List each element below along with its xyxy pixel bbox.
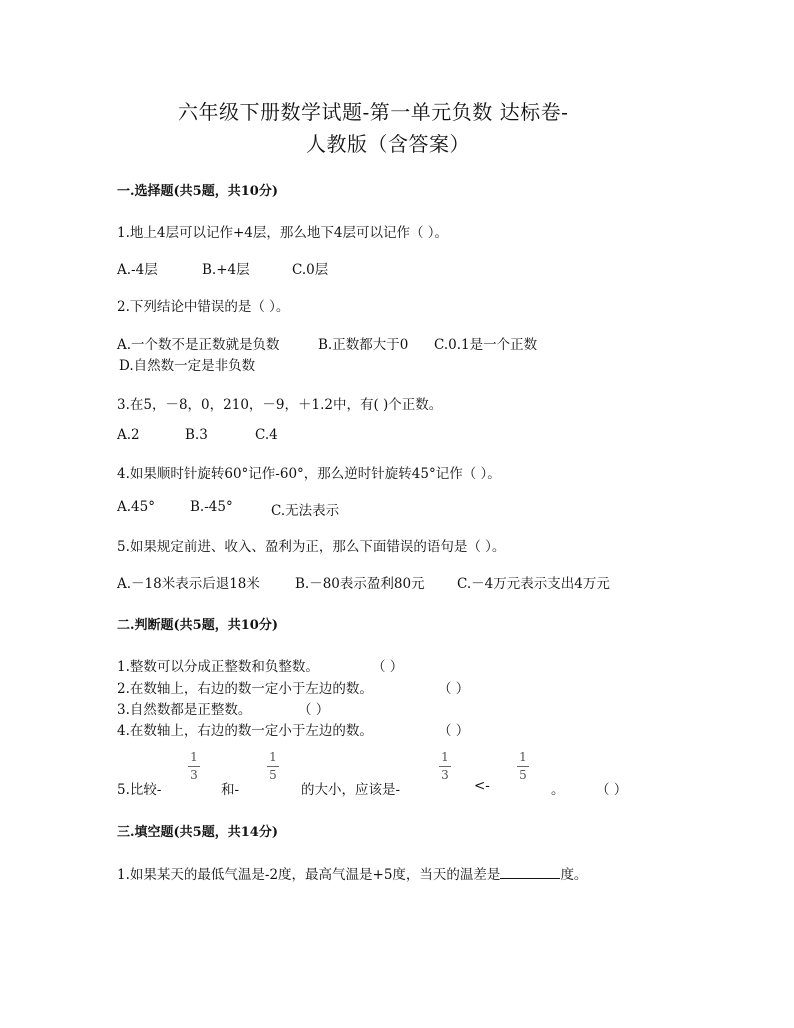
question-text: 1.整数可以分成正整数和负整数。	[117, 659, 319, 675]
option-c: C.无法表示	[271, 503, 340, 519]
section-heading-fill: 三.填空题(共5题，共14分)	[117, 825, 278, 840]
fraction-bar	[188, 766, 200, 767]
answer-paren: （ ）	[372, 659, 404, 675]
fraction-denominator: 5	[269, 768, 277, 782]
answer-paren: （ ）	[438, 723, 470, 739]
period: 。	[551, 782, 565, 798]
option-b: B.3	[185, 427, 208, 443]
fraction-numerator: 1	[441, 750, 449, 764]
option-a: A.45°	[117, 499, 155, 515]
fraction-numerator: 1	[269, 750, 277, 764]
unit-text: 度。	[560, 867, 588, 883]
answer-paren: （ ）	[438, 681, 470, 697]
section-heading-judge: 二.判断题(共5题，共10分)	[117, 618, 278, 633]
question-text: 3.在5，－8，0，210，－9，＋1.2中，有( )个正数。	[117, 397, 443, 413]
fraction-bar	[517, 766, 529, 767]
option-d: D.自然数一定是非负数	[119, 358, 256, 374]
option-b: B.-45°	[190, 499, 233, 515]
option-c: C.4	[255, 427, 278, 443]
option-a: A.-4层	[117, 262, 158, 278]
question-text: 1.如果某天的最低气温是-2度，最高气温是+5度，当天的温差是	[117, 867, 501, 883]
fill-question	[117, 863, 587, 883]
question-text: 5.如果规定前进、收入、盈利为正，那么下面错误的语句是（ ）。	[117, 539, 506, 555]
question-text: 3.自然数都是正整数。	[117, 702, 252, 718]
question-text: 5.比较-	[117, 782, 162, 798]
fraction-denominator: 5	[519, 768, 527, 782]
fraction-one-third	[187, 751, 201, 782]
option-c: C.0层	[292, 262, 329, 278]
answer-paren: （ ）	[298, 702, 330, 718]
question-text: 和-	[221, 782, 240, 798]
less-than-sign: <-	[474, 778, 490, 794]
option-a: A.2	[117, 427, 140, 443]
fraction-denominator: 3	[190, 768, 198, 782]
answer-blank	[500, 866, 560, 879]
fraction-denominator: 3	[441, 768, 449, 782]
page-title-line1: 六年级下册数学试题-第一单元负数 达标卷-	[178, 100, 569, 124]
option-c: C.0.1是一个正数	[434, 337, 538, 353]
question-text: 2.下列结论中错误的是（ ）。	[117, 299, 290, 315]
fraction-one-fifth	[266, 751, 280, 782]
answer-paren: （ ）	[596, 782, 628, 798]
fraction-one-third	[438, 751, 452, 782]
fraction-bar	[439, 766, 451, 767]
option-c: C.－4万元表示支出4万元	[457, 576, 610, 592]
option-a: A.－18米表示后退18米	[117, 576, 260, 592]
question-text: 4.在数轴上，右边的数一定小于左边的数。	[117, 723, 373, 739]
option-a: A.一个数不是正数就是负数	[117, 337, 280, 353]
fraction-numerator: 1	[519, 750, 527, 764]
option-b: B.正数都大于0	[318, 337, 409, 353]
question-text: 4.如果顺时针旋转60°记作-60°，那么逆时针旋转45°记作（ ）。	[117, 466, 501, 482]
section-heading-choice: 一.选择题(共5题，共10分)	[117, 184, 278, 199]
question-text: 2.在数轴上，右边的数一定小于左边的数。	[117, 681, 373, 697]
fraction-numerator: 1	[190, 750, 198, 764]
option-b: B.－80表示盈利80元	[295, 576, 425, 592]
question-text: 的大小，应该是-	[301, 782, 401, 798]
fraction-bar	[267, 766, 279, 767]
option-b: B.+4层	[202, 262, 250, 278]
fraction-one-fifth	[516, 751, 530, 782]
page-title-line2: 人教版（含答案）	[306, 132, 470, 156]
question-text: 1.地上4层可以记作+4层，那么地下4层可以记作（ ）。	[117, 225, 448, 241]
